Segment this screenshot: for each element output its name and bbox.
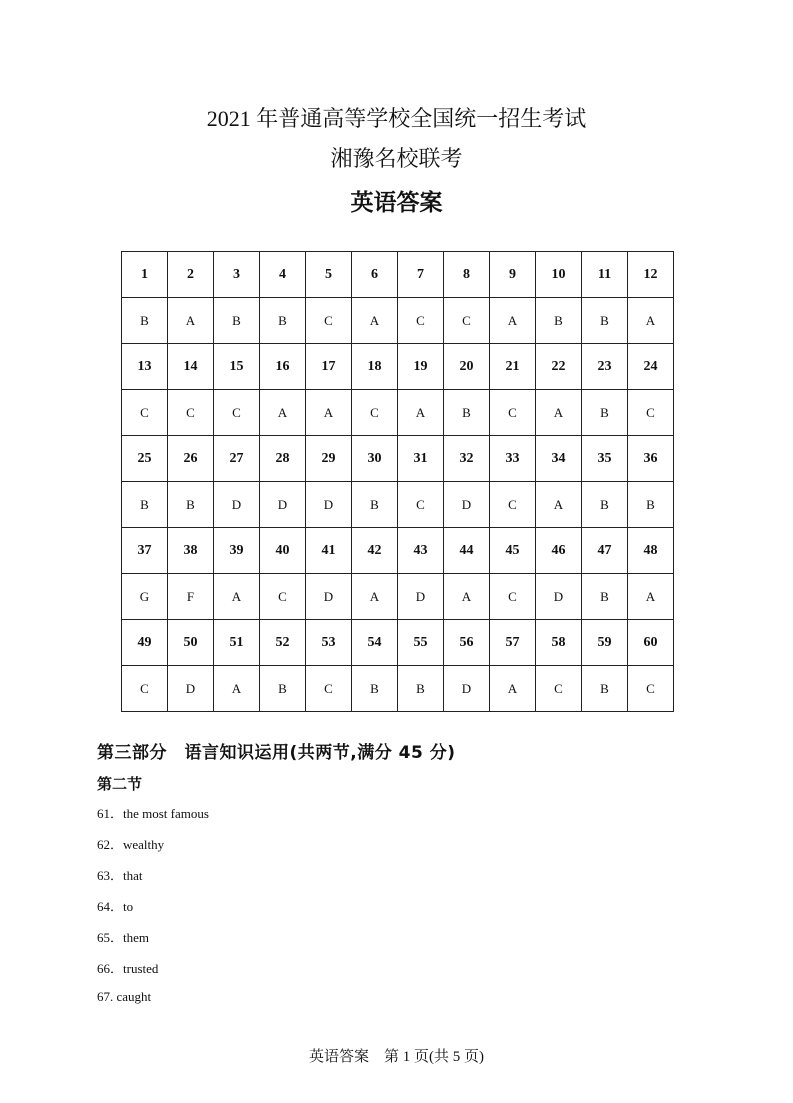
answer-cell: B <box>536 298 582 344</box>
answer-cell: A <box>168 298 214 344</box>
question-number-cell: 2 <box>168 252 214 298</box>
answer-cell: A <box>214 574 260 620</box>
answer-cell: A <box>352 574 398 620</box>
answer-cell: D <box>168 666 214 712</box>
answer-cell: B <box>398 666 444 712</box>
question-number-cell: 3 <box>214 252 260 298</box>
question-number-row <box>122 344 674 390</box>
question-number-cell: 30 <box>352 436 398 482</box>
answer-item: 64．to <box>97 899 134 914</box>
question-number-cell: 10 <box>536 252 582 298</box>
answer-cell: B <box>582 666 628 712</box>
question-number-cell: 40 <box>260 528 306 574</box>
answer-cell: C <box>122 390 168 436</box>
answer-cell: C <box>352 390 398 436</box>
answer-cell: B <box>352 666 398 712</box>
question-number-cell: 36 <box>628 436 674 482</box>
answer-row <box>122 298 674 344</box>
answer-cell: D <box>306 482 352 528</box>
question-number-cell: 23 <box>582 344 628 390</box>
exam-subtitle: 湘豫名校联考 <box>330 146 463 171</box>
answer-cell: A <box>260 390 306 436</box>
question-number-cell: 20 <box>444 344 490 390</box>
answer-row <box>122 666 674 712</box>
answer-row <box>122 574 674 620</box>
question-number-cell: 54 <box>352 620 398 666</box>
question-number-cell: 45 <box>490 528 536 574</box>
answer-cell: C <box>122 666 168 712</box>
answer-cell: A <box>490 298 536 344</box>
answer-item: 67. caught <box>97 989 152 1004</box>
question-number-row <box>122 528 674 574</box>
question-number-cell: 6 <box>352 252 398 298</box>
question-number-cell: 39 <box>214 528 260 574</box>
section-subheading: 第二节 <box>97 775 143 793</box>
answer-cell: C <box>398 298 444 344</box>
question-number-cell: 41 <box>306 528 352 574</box>
question-number-cell: 27 <box>214 436 260 482</box>
question-number-cell: 25 <box>122 436 168 482</box>
answer-cell: A <box>490 666 536 712</box>
question-number-row <box>122 620 674 666</box>
question-number-cell: 31 <box>398 436 444 482</box>
answer-item: 61．the most famous <box>97 806 209 821</box>
question-number-cell: 47 <box>582 528 628 574</box>
answer-cell: A <box>352 298 398 344</box>
question-number-cell: 18 <box>352 344 398 390</box>
page-footer: 英语答案 第 1 页(共 5 页) <box>309 1049 484 1065</box>
answer-cell: C <box>490 574 536 620</box>
question-number-cell: 28 <box>260 436 306 482</box>
answer-cell: B <box>122 482 168 528</box>
answer-cell: B <box>628 482 674 528</box>
answer-cell: D <box>306 574 352 620</box>
question-number-cell: 52 <box>260 620 306 666</box>
question-number-cell: 21 <box>490 344 536 390</box>
answer-cell: B <box>582 390 628 436</box>
question-number-cell: 15 <box>214 344 260 390</box>
question-number-cell: 14 <box>168 344 214 390</box>
answer-cell: B <box>214 298 260 344</box>
answer-cell: D <box>536 574 582 620</box>
answer-cell: B <box>582 482 628 528</box>
question-number-cell: 50 <box>168 620 214 666</box>
question-number-cell: 53 <box>306 620 352 666</box>
answer-cell: C <box>398 482 444 528</box>
answer-cell: B <box>260 666 306 712</box>
question-number-cell: 4 <box>260 252 306 298</box>
question-number-cell: 33 <box>490 436 536 482</box>
answer-cell: A <box>628 298 674 344</box>
answer-cell: B <box>444 390 490 436</box>
question-number-cell: 35 <box>582 436 628 482</box>
answer-cell: A <box>214 666 260 712</box>
question-number-cell: 59 <box>582 620 628 666</box>
question-number-cell: 19 <box>398 344 444 390</box>
answer-cell: C <box>628 390 674 436</box>
answer-cell: F <box>168 574 214 620</box>
document-title: 英语答案 <box>350 190 443 216</box>
answer-cell: C <box>628 666 674 712</box>
question-number-cell: 9 <box>490 252 536 298</box>
answer-cell: C <box>214 390 260 436</box>
fill-in-answer-list <box>97 803 209 1020</box>
question-number-cell: 7 <box>398 252 444 298</box>
question-number-cell: 46 <box>536 528 582 574</box>
answer-cell: B <box>582 298 628 344</box>
answer-cell: D <box>398 574 444 620</box>
question-number-row <box>122 436 674 482</box>
answer-cell: C <box>306 298 352 344</box>
answer-cell: B <box>168 482 214 528</box>
question-number-cell: 51 <box>214 620 260 666</box>
answer-cell: A <box>306 390 352 436</box>
answer-item: 62．wealthy <box>97 837 165 852</box>
answer-cell: D <box>444 482 490 528</box>
answer-cell: A <box>444 574 490 620</box>
question-number-cell: 60 <box>628 620 674 666</box>
answer-cell: D <box>260 482 306 528</box>
question-number-cell: 48 <box>628 528 674 574</box>
answer-cell: A <box>536 482 582 528</box>
answer-row <box>122 390 674 436</box>
question-number-cell: 55 <box>398 620 444 666</box>
answer-cell: C <box>306 666 352 712</box>
answer-cell: B <box>122 298 168 344</box>
answer-item: 63．that <box>97 868 143 883</box>
answer-cell: B <box>260 298 306 344</box>
question-number-cell: 13 <box>122 344 168 390</box>
question-number-cell: 5 <box>306 252 352 298</box>
answer-table <box>121 251 674 712</box>
question-number-row <box>122 252 674 298</box>
question-number-cell: 12 <box>628 252 674 298</box>
answer-cell: C <box>490 390 536 436</box>
question-number-cell: 26 <box>168 436 214 482</box>
answer-cell: B <box>352 482 398 528</box>
question-number-cell: 42 <box>352 528 398 574</box>
question-number-cell: 1 <box>122 252 168 298</box>
answer-item: 65．them <box>97 930 149 945</box>
answer-cell: C <box>444 298 490 344</box>
exam-title: 2021 年普通高等学校全国统一招生考试 <box>206 106 587 131</box>
question-number-cell: 16 <box>260 344 306 390</box>
answer-cell: G <box>122 574 168 620</box>
answer-cell: C <box>260 574 306 620</box>
question-number-cell: 38 <box>168 528 214 574</box>
question-number-cell: 17 <box>306 344 352 390</box>
answer-cell: C <box>490 482 536 528</box>
answer-row <box>122 482 674 528</box>
question-number-cell: 49 <box>122 620 168 666</box>
answer-cell: A <box>628 574 674 620</box>
answer-cell: B <box>582 574 628 620</box>
answer-item: 66．trusted <box>97 961 159 976</box>
answer-cell: A <box>398 390 444 436</box>
question-number-cell: 29 <box>306 436 352 482</box>
answer-cell: A <box>536 390 582 436</box>
question-number-cell: 58 <box>536 620 582 666</box>
question-number-cell: 8 <box>444 252 490 298</box>
answer-cell: D <box>214 482 260 528</box>
question-number-cell: 24 <box>628 344 674 390</box>
question-number-cell: 43 <box>398 528 444 574</box>
question-number-cell: 32 <box>444 436 490 482</box>
question-number-cell: 37 <box>122 528 168 574</box>
question-number-cell: 22 <box>536 344 582 390</box>
section-heading: 第三部分 语言知识运用(共两节,满分 45 分) <box>97 743 456 763</box>
answer-cell: C <box>536 666 582 712</box>
question-number-cell: 57 <box>490 620 536 666</box>
answer-cell: D <box>444 666 490 712</box>
question-number-cell: 34 <box>536 436 582 482</box>
question-number-cell: 44 <box>444 528 490 574</box>
question-number-cell: 11 <box>582 252 628 298</box>
question-number-cell: 56 <box>444 620 490 666</box>
answer-cell: C <box>168 390 214 436</box>
